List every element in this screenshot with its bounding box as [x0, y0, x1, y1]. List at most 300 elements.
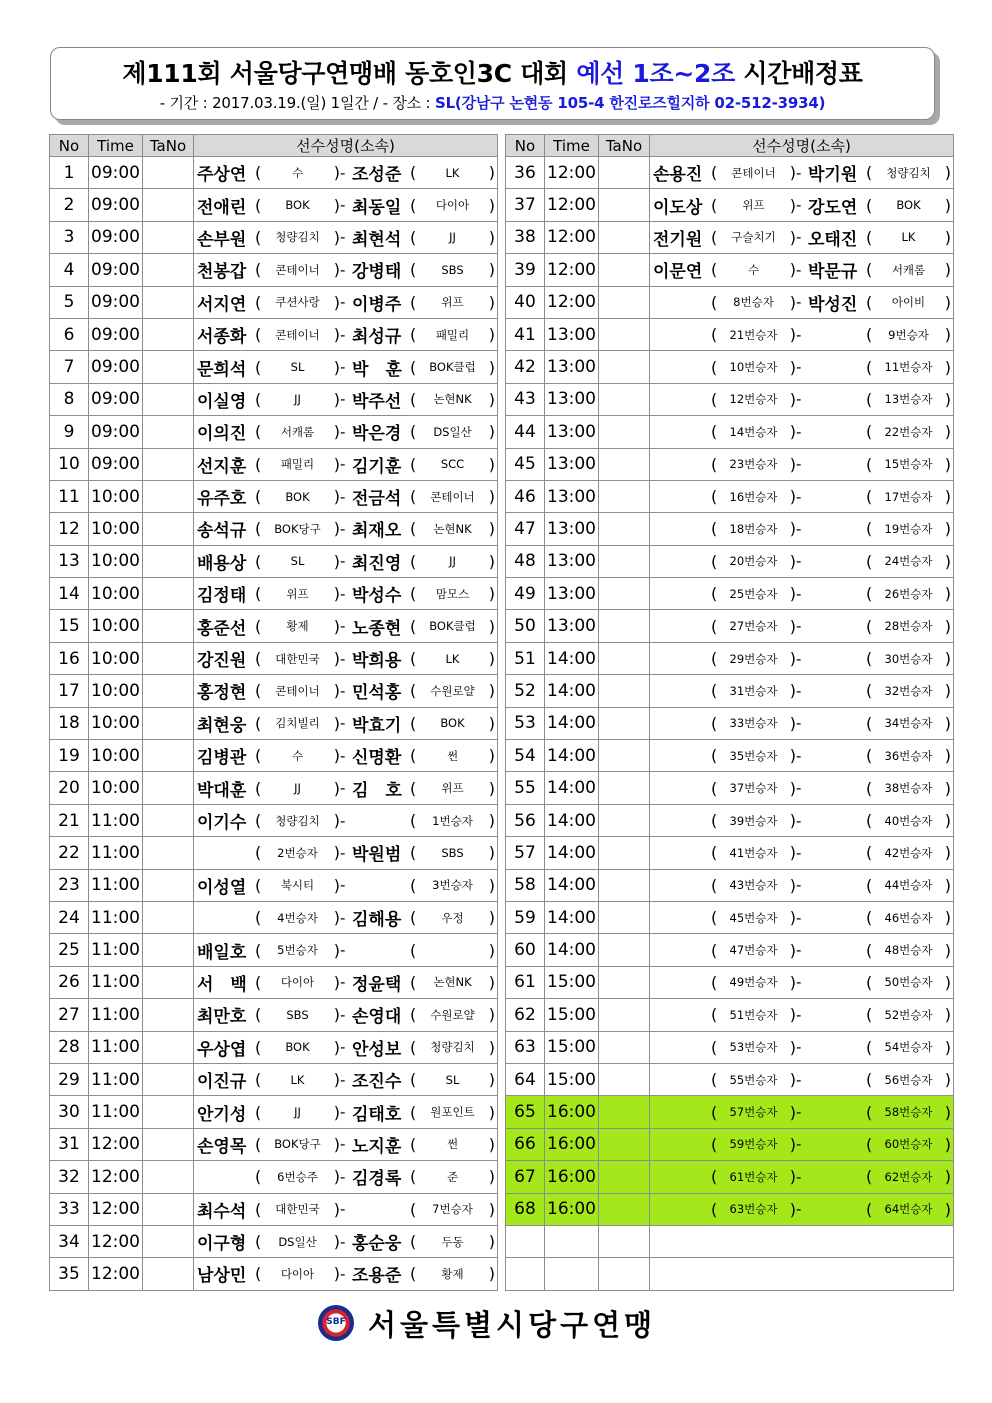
match-players [194, 934, 498, 966]
paren-open: ( [866, 649, 873, 669]
versus-dash: - [340, 811, 346, 830]
versus-dash: - [340, 973, 346, 992]
versus-dash: - [340, 358, 346, 377]
player-pair [650, 999, 953, 1030]
paren-close: ) [333, 1070, 340, 1090]
paren-open: ( [866, 325, 873, 345]
match-number: 65 [506, 1096, 545, 1128]
footer [318, 1302, 656, 1344]
versus-dash: - [796, 196, 802, 215]
paren-open: ( [255, 551, 262, 571]
player-2-name: 최현석 [352, 229, 402, 250]
club-2 [410, 1103, 495, 1122]
versus-dash: - [340, 1264, 346, 1283]
versus-dash: - [340, 293, 346, 312]
match-number: 35 [50, 1258, 89, 1290]
club-1 [711, 228, 796, 247]
match-players [194, 286, 498, 318]
federation-logo-icon [318, 1305, 354, 1341]
paren-open: ( [255, 908, 262, 928]
versus-dash: - [340, 163, 346, 182]
match-row [506, 1193, 954, 1225]
club-2 [410, 1005, 495, 1024]
player-pair [650, 222, 953, 253]
paren-close: ) [488, 487, 495, 507]
paren-open: ( [255, 292, 262, 312]
club-1 [711, 519, 796, 538]
club-name: BOK당구 [274, 521, 321, 536]
versus-dash: - [340, 941, 346, 960]
paren-close: ) [488, 1037, 495, 1057]
club-2 [410, 811, 495, 830]
club-1 [255, 1103, 340, 1122]
match-time: 13:00 [545, 351, 599, 383]
club-name: 52번승자 [884, 1007, 933, 1022]
match-number: 15 [50, 610, 89, 642]
club-1 [255, 1264, 340, 1283]
match-time: 14:00 [545, 804, 599, 836]
match-number: 10 [50, 448, 89, 480]
player-pair [194, 546, 497, 577]
match-time: 09:00 [89, 254, 143, 286]
match-row [506, 934, 954, 966]
paren-close: ) [789, 908, 796, 928]
paren-close: ) [789, 778, 796, 798]
table-number [143, 804, 194, 836]
club-1 [255, 973, 340, 992]
club-name: 쿠션사랑 [275, 295, 320, 310]
match-row [506, 772, 954, 804]
player-2-name: 강병태 [352, 262, 402, 283]
paren-close: ) [333, 649, 340, 669]
club-name: 김치빌리 [275, 716, 320, 731]
paren-open: ( [866, 422, 873, 442]
match-number: 62 [506, 999, 545, 1031]
player-pair [194, 1226, 497, 1257]
paren-close: ) [789, 1102, 796, 1122]
versus-dash: - [796, 908, 802, 927]
club-name: 청량김치 [275, 813, 320, 828]
player-pair [194, 708, 497, 739]
paren-close: ) [944, 649, 951, 669]
match-row [506, 578, 954, 610]
paren-close: ) [944, 1037, 951, 1057]
match-players [194, 675, 498, 707]
club-name: BOK [896, 198, 921, 213]
club-1 [255, 1167, 340, 1186]
table-number [599, 804, 650, 836]
match-number: 60 [506, 934, 545, 966]
paren-open: ( [866, 357, 873, 377]
player-1-name: 우상엽 [197, 1039, 247, 1060]
player-pair [194, 772, 497, 803]
versus-dash: - [340, 617, 346, 636]
club-name: 청량김치 [275, 230, 320, 245]
versus-dash: - [796, 163, 802, 182]
match-row [50, 351, 498, 383]
paren-close: ) [944, 875, 951, 895]
paren-close: ) [789, 325, 796, 345]
paren-close: ) [333, 908, 340, 928]
player-1-name: 이성열 [197, 877, 247, 898]
club-1 [255, 746, 340, 765]
player-pair [650, 805, 953, 836]
player-2-name: 손영대 [352, 1007, 402, 1028]
match-number: 3 [50, 221, 89, 253]
paren-open: ( [255, 1167, 262, 1187]
paren-close: ) [488, 551, 495, 571]
paren-open: ( [711, 746, 718, 766]
paren-open: ( [866, 163, 873, 183]
player-pair [194, 1129, 497, 1160]
club-1 [255, 779, 340, 798]
club-2 [410, 584, 495, 603]
match-time: 12:00 [545, 286, 599, 318]
club-1 [711, 714, 796, 733]
match-row [50, 1096, 498, 1128]
versus-dash: - [340, 1167, 346, 1186]
club-1 [711, 487, 796, 506]
versus-dash: - [340, 1232, 346, 1251]
club-2 [410, 163, 495, 182]
paren-close: ) [488, 357, 495, 377]
club-name: 54번승자 [884, 1040, 933, 1055]
table-number [599, 578, 650, 610]
versus-dash: - [796, 519, 802, 538]
match-row [506, 383, 954, 415]
match-time: 10:00 [89, 480, 143, 512]
match-number: 30 [50, 1096, 89, 1128]
paren-open: ( [711, 875, 718, 895]
player-1-name: 이의진 [197, 424, 247, 445]
versus-dash: - [796, 811, 802, 830]
versus-dash: - [796, 487, 802, 506]
club-1 [711, 1038, 796, 1057]
club-name: 21번승자 [729, 327, 778, 342]
match-row [506, 480, 954, 512]
column-header-tano: TaNo [599, 135, 650, 157]
club-2 [410, 196, 495, 215]
player-pair [194, 740, 497, 771]
club-2 [410, 1232, 495, 1251]
club-name: 북시티 [280, 878, 315, 893]
paren-close: ) [333, 778, 340, 798]
table-number [143, 610, 194, 642]
table-number [143, 318, 194, 350]
versus-dash: - [340, 714, 346, 733]
subtitle-prefix: - 기간 : 2017.03.19.(일) 1일간 / - 장소 : [159, 94, 431, 112]
club-2 [410, 1200, 495, 1219]
paren-open: ( [255, 1005, 262, 1025]
paren-close: ) [333, 1134, 340, 1154]
paren-close: ) [333, 1264, 340, 1284]
table-number [599, 416, 650, 448]
player-pair [650, 416, 953, 447]
table-number [599, 545, 650, 577]
club-name: BOK [285, 489, 310, 504]
versus-dash: - [796, 1038, 802, 1057]
paren-close: ) [488, 195, 495, 215]
club-1 [255, 1038, 340, 1057]
player-1-name: 강진원 [197, 651, 247, 672]
match-number: 47 [506, 513, 545, 545]
paren-close: ) [789, 454, 796, 474]
club-1 [711, 1200, 796, 1219]
match-time: 13:00 [545, 383, 599, 415]
match-number: 33 [50, 1193, 89, 1225]
club-name: 22번승자 [884, 424, 933, 439]
match-row [50, 318, 498, 350]
player-2-name: 박성수 [352, 586, 402, 607]
paren-open: ( [255, 227, 262, 247]
player-pair [650, 513, 953, 544]
paren-close: ) [944, 195, 951, 215]
club-1 [255, 293, 340, 312]
match-players [650, 1161, 954, 1193]
table-number [143, 254, 194, 286]
match-time: 15:00 [545, 1063, 599, 1095]
table-number [599, 837, 650, 869]
club-2 [866, 228, 951, 247]
player-pair [650, 1064, 953, 1095]
match-row [50, 642, 498, 674]
table-number [143, 513, 194, 545]
paren-close: ) [789, 746, 796, 766]
match-number: 11 [50, 480, 89, 512]
club-name: SBS [286, 1007, 309, 1022]
match-time: 09:00 [89, 318, 143, 350]
table-number [599, 318, 650, 350]
match-number: 64 [506, 1063, 545, 1095]
paren-open: ( [255, 778, 262, 798]
paren-open: ( [410, 875, 417, 895]
match-time: 09:00 [89, 383, 143, 415]
match-players [650, 772, 954, 804]
match-time: 09:00 [89, 189, 143, 221]
club-name: 45번승자 [729, 910, 778, 925]
player-2-name: 박효기 [352, 715, 402, 736]
club-name: 14번승자 [729, 424, 778, 439]
paren-open: ( [255, 681, 262, 701]
match-number: 42 [506, 351, 545, 383]
club-2 [866, 552, 951, 571]
paren-close: ) [944, 325, 951, 345]
club-2 [866, 196, 951, 215]
match-players [194, 1031, 498, 1063]
match-time: 11:00 [89, 1096, 143, 1128]
paren-close: ) [488, 163, 495, 183]
club-name: 24번승자 [884, 554, 933, 569]
club-name: 48번승자 [884, 943, 933, 958]
match-time: 10:00 [89, 578, 143, 610]
versus-dash: - [340, 519, 346, 538]
paren-open: ( [711, 713, 718, 733]
club-name: 39번승자 [729, 813, 778, 828]
paren-open: ( [711, 972, 718, 992]
page-title [51, 54, 934, 90]
paren-close: ) [944, 163, 951, 183]
match-time: 13:00 [545, 578, 599, 610]
versus-dash: - [340, 649, 346, 668]
match-players [194, 901, 498, 933]
match-players [650, 901, 954, 933]
match-row [506, 740, 954, 772]
club-2 [410, 390, 495, 409]
club-name: 27번승자 [729, 619, 778, 634]
paren-close: ) [488, 908, 495, 928]
match-number: 40 [506, 286, 545, 318]
club-1 [255, 455, 340, 474]
paren-close: ) [333, 616, 340, 636]
player-pair [194, 481, 497, 512]
match-time: 16:00 [545, 1096, 599, 1128]
club-name: 6번승주 [277, 1169, 318, 1184]
match-row [506, 610, 954, 642]
club-2 [866, 455, 951, 474]
paren-open: ( [711, 681, 718, 701]
club-1 [255, 714, 340, 733]
club-name: 콘테이너 [275, 327, 320, 342]
player-2-name: 최진영 [352, 553, 402, 574]
page-subtitle [51, 92, 934, 113]
club-name: 57번승자 [729, 1105, 778, 1120]
paren-close: ) [789, 292, 796, 312]
match-time: 11:00 [89, 837, 143, 869]
table-number [599, 1031, 650, 1063]
club-name: DS일산 [278, 1234, 317, 1249]
club-1 [711, 908, 796, 927]
club-name: 구슬치기 [731, 230, 776, 245]
match-time: 12:00 [545, 254, 599, 286]
paren-close: ) [488, 1232, 495, 1252]
club-1 [711, 1005, 796, 1024]
column-header-no: No [506, 135, 545, 157]
paren-close: ) [333, 681, 340, 701]
match-players [650, 642, 954, 674]
match-time: 09:00 [89, 157, 143, 189]
player-1-name: 배용상 [197, 553, 247, 574]
club-1 [711, 1103, 796, 1122]
match-number: 44 [506, 416, 545, 448]
club-1 [711, 325, 796, 344]
club-2 [866, 941, 951, 960]
versus-dash: - [796, 228, 802, 247]
match-time: 09:00 [89, 416, 143, 448]
player-pair [194, 1161, 497, 1192]
club-1 [255, 843, 340, 862]
player-pair [194, 870, 497, 901]
match-row [50, 1225, 498, 1257]
table-number [599, 966, 650, 998]
paren-open: ( [410, 1199, 417, 1219]
club-1 [255, 487, 340, 506]
paren-open: ( [410, 163, 417, 183]
paren-close: ) [944, 940, 951, 960]
match-row [506, 999, 954, 1031]
paren-close: ) [944, 584, 951, 604]
club-name: 35번승자 [729, 748, 778, 763]
match-row [506, 675, 954, 707]
versus-dash: - [796, 293, 802, 312]
paren-close: ) [944, 908, 951, 928]
match-time: 10:00 [89, 545, 143, 577]
table-number [143, 1128, 194, 1160]
player-pair [650, 772, 953, 803]
versus-dash: - [796, 455, 802, 474]
match-players [194, 740, 498, 772]
paren-close: ) [789, 681, 796, 701]
player-pair [194, 999, 497, 1030]
paren-open: ( [255, 1199, 262, 1219]
club-name: BOK클럽 [429, 360, 476, 375]
match-row [50, 1031, 498, 1063]
versus-dash: - [340, 228, 346, 247]
paren-open: ( [866, 227, 873, 247]
club-1 [711, 617, 796, 636]
table-number [599, 610, 650, 642]
match-players [650, 1258, 954, 1290]
club-1 [255, 681, 340, 700]
paren-open: ( [410, 1005, 417, 1025]
paren-close: ) [488, 746, 495, 766]
club-2 [866, 293, 951, 312]
paren-open: ( [711, 1037, 718, 1057]
table-number [143, 1161, 194, 1193]
club-name: 64번승자 [884, 1202, 933, 1217]
match-players [650, 1225, 954, 1257]
paren-open: ( [711, 1005, 718, 1025]
versus-dash: - [340, 390, 346, 409]
club-name: 19번승자 [884, 521, 933, 536]
match-number: 61 [506, 966, 545, 998]
club-1 [255, 390, 340, 409]
paren-open: ( [255, 1102, 262, 1122]
club-1 [255, 649, 340, 668]
table-number [143, 1258, 194, 1290]
match-row [506, 966, 954, 998]
match-number: 28 [50, 1031, 89, 1063]
paren-close: ) [789, 843, 796, 863]
paren-close: ) [488, 940, 495, 960]
paren-open: ( [866, 1102, 873, 1122]
club-1 [255, 941, 340, 960]
paren-open: ( [255, 1264, 262, 1284]
paren-open: ( [711, 519, 718, 539]
paren-close: ) [944, 389, 951, 409]
subtitle-venue: SL(강남구 논현동 105-4 한진로즈힐지하 02-512-3934) [434, 94, 826, 112]
paren-close: ) [333, 163, 340, 183]
player-2-name: 이병주 [352, 294, 402, 315]
versus-dash: - [796, 681, 802, 700]
match-time: 11:00 [89, 1063, 143, 1095]
table-number [599, 707, 650, 739]
club-name: SCC [440, 457, 465, 472]
match-players [194, 351, 498, 383]
club-name: 32번승자 [884, 683, 933, 698]
paren-close: ) [944, 227, 951, 247]
club-2 [866, 260, 951, 279]
versus-dash: - [340, 779, 346, 798]
match-number: 2 [50, 189, 89, 221]
paren-open: ( [866, 195, 873, 215]
player-1-name: 주상연 [197, 165, 247, 186]
club-2 [866, 714, 951, 733]
paren-open: ( [255, 875, 262, 895]
club-name: 31번승자 [729, 683, 778, 698]
match-time: 11:00 [89, 901, 143, 933]
match-players [194, 1096, 498, 1128]
match-row [506, 901, 954, 933]
